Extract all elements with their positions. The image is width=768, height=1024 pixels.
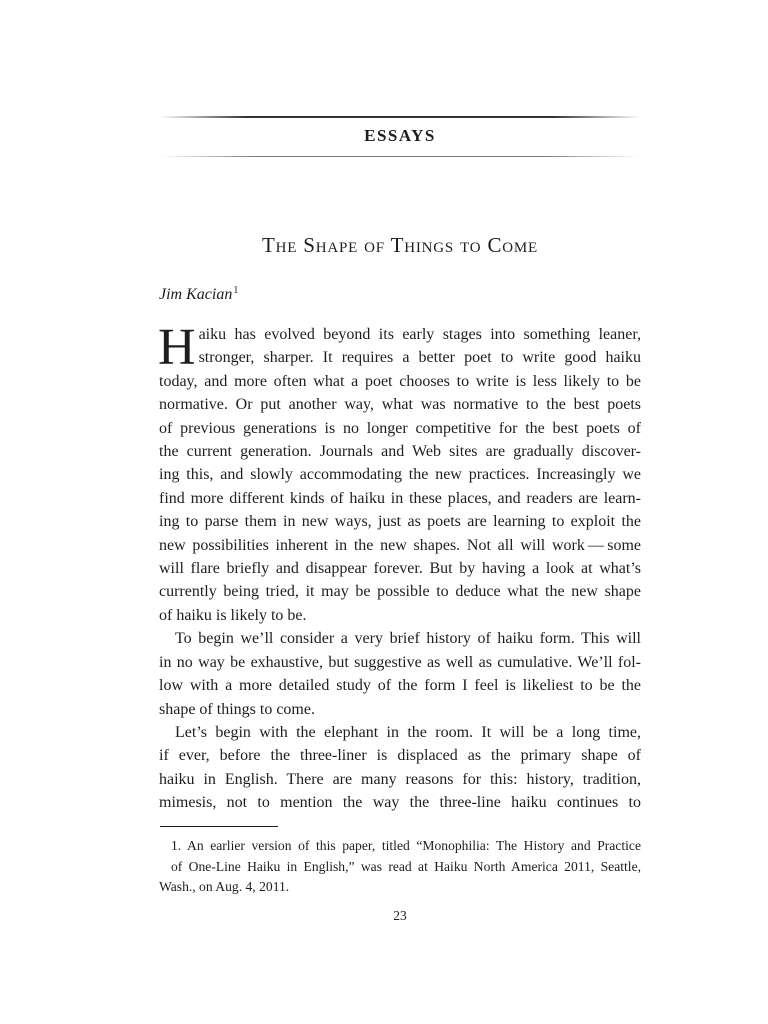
body-line: of previous generations is no longer competitive for the best poets of [159,419,641,437]
body-line: Haiku has evolved beyond its early stages into something leaner, [158,319,641,376]
body-line: find more different kinds of haiku in these places, and readers are learn- [159,489,641,507]
header-top-rule [160,116,640,118]
body-line: of haiku is likely to be. [159,606,307,624]
header-bottom-rule [160,156,640,157]
footnote [159,836,641,898]
body-line: the current generation. Journals and Web sites are gradually discover- [159,443,641,461]
body-line: haiku in English. There are many reasons for this: history, tradition, [159,770,641,788]
author-name: Jim Kacian [159,286,233,303]
body-line: if ever, before the three-liner is displaced as the primary shape of [159,747,641,765]
footnote-marker: 1 [233,285,239,296]
body-line: Let’s begin with the elephant in the room. It will be a long time, [175,723,641,741]
drop-cap: H [158,319,196,376]
essay-body [158,319,641,815]
body-line: in no way be exhaustive, but suggestive as well as cumulative. We’ll fol- [159,653,641,671]
body-line: ing to parse them in new ways, just as poets are learning to exploit the [159,513,641,531]
essay-title: The Shape of Things to Come [261,233,539,257]
page-number: 23 [393,908,407,923]
body-line: currently being tried, it may be possible to deduce what the new shape [159,583,641,601]
footnote-line: 1. An earlier version of this paper, titled “Monophilia: The History and Practice [171,838,641,853]
body-line: will flare briefly and disappear forever. But by having a look at what’s [159,560,641,578]
section-heading: ESSAYS [364,126,436,145]
body-line: normative. Or put another way, what was normative to the best poets [159,396,641,414]
body-line: mimesis, not to mention the way the three-line haiku continues to [159,794,641,812]
body-line: low with a more detailed study of the form I feel is likeliest to be the [159,677,641,695]
footnote-line: of One-Line Haiku in English,” was read at Haiku North America 2011, Seattle, [171,858,641,874]
body-line: ing this, and slowly accommodating the new practices. Increasingly we [159,466,641,484]
body-line: stronger, sharper. It requires a better poet to write good haiku [198,349,641,367]
footnote-line: Wash., on Aug. 4, 2011. [159,879,290,894]
footnote-separator [160,826,278,827]
body-line: new possibilities inherent in the new shapes. Not all will work — some [159,536,641,554]
body-line: To begin we’ll consider a very brief history of haiku form. This will [175,630,641,648]
body-line: today, and more often what a poet chooses to write is less likely to be [159,372,641,390]
author-byline [159,285,238,304]
body-line: shape of things to come. [159,700,315,718]
